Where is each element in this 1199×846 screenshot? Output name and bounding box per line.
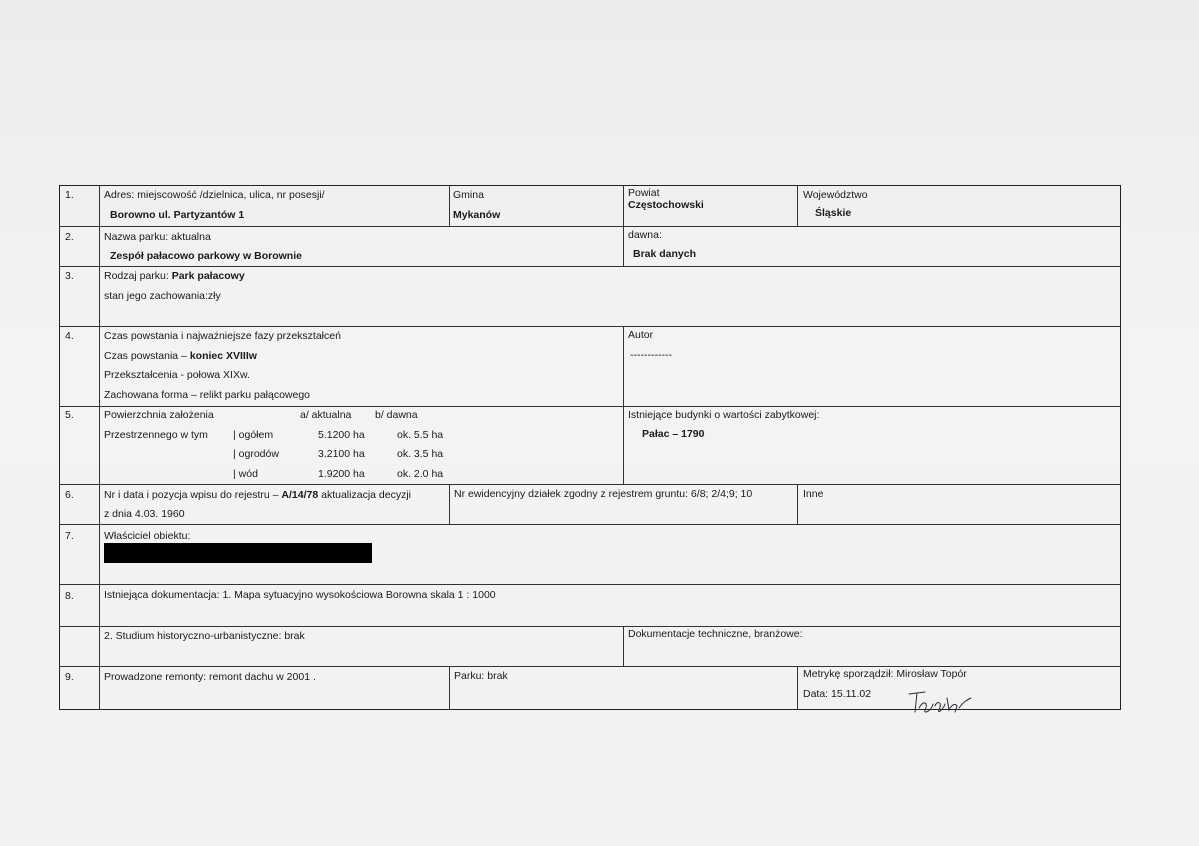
area-row-current: 3.2100 ha [318,448,365,460]
register-suffix: aktualizacja decyzji [321,489,412,501]
area-col-current: a/ aktualna [300,409,352,421]
col-divider [449,484,450,524]
row-divider [60,406,1120,407]
gmina-label: Gmina [453,189,484,201]
area-row-former: ok. 3.5 ha [397,448,444,460]
area-row-label: | ogółem [233,429,274,441]
creation-time [104,350,257,362]
row-number: 2. [65,231,74,243]
documentation: Istniejąca dokumentacja: 1. Mapa sytuacyjno wysokościowa Borowna skala 1 : 1000 [104,589,496,601]
creation-value: koniec XVIIIw [189,350,257,362]
col-divider [623,626,624,666]
area-row-label: | ogrodów [233,448,279,460]
col-divider [797,666,798,709]
row-divider [60,484,1120,485]
col-divider [797,186,798,226]
handwritten-signature [905,688,973,718]
former-name-value: Brak danych [633,248,697,260]
phases-title: Czas powstania i najważniejsze fazy przekształceń [104,330,341,342]
park-type [104,270,245,282]
powiat-value: Częstochowski [628,199,704,211]
preserved-form: Zachowana forma – relikt parku pałącowego [104,389,311,401]
row-number: 1. [65,189,74,201]
spatial-label: Przestrzennego w tym [104,429,208,441]
register-date: z dnia 4.03. 1960 [104,508,185,520]
park-repairs: Parku: brak [454,670,508,682]
owner-label: Właściciel obiektu: [104,530,191,542]
park-name-label: Nazwa parku: aktualna [104,231,211,243]
area-row-current: 1.9200 ha [318,468,365,480]
row-number: 8. [65,590,74,602]
powiat-label: Powiat [628,187,660,199]
address-value: Borowno ul. Partyzantów 1 [110,209,245,221]
park-name-value: Zespół pałacowo parkowy w Borownie [110,250,302,262]
compiled-date: Data: 15.11.02 [803,688,872,700]
col-divider [449,186,450,226]
former-name-label: dawna: [628,229,662,241]
historical-study: 2. Studium historyczno-urbanistyczne: brak [104,630,305,642]
row-divider [60,666,1120,667]
area-label: Powierzchnia założenia [104,409,214,421]
col-divider [623,326,624,484]
transformations: Przekształcenia - połowa XIXw. [104,369,250,381]
buildings-label: Istniejące budynki o wartości zabytkowej: [628,409,820,421]
voivodeship-value: Śląskie [815,207,852,219]
park-type-value: Park pałacowy [171,270,245,282]
area-row-label: | wód [233,468,258,480]
row-divider [60,266,1120,267]
area-row-former: ok. 2.0 ha [397,468,444,480]
row-number: 5. [65,409,74,421]
col-divider [623,186,624,266]
row-divider [60,524,1120,525]
repairs: Prowadzone remonty: remont dachu w 2001 . [104,671,316,683]
row-divider [60,326,1120,327]
row-number: 6. [65,489,74,501]
area-row-current: 5.1200 ha [318,429,365,441]
park-type-label: Rodzaj parku: [104,270,169,282]
row-number: 9. [65,671,74,683]
buildings-value: Pałac – 1790 [642,428,705,440]
row-number: 3. [65,270,74,282]
row-number: 7. [65,530,74,542]
preservation-state: stan jego zachowania:zły [104,290,221,302]
compiled-by: Metrykę sporządził: Mirosław Topór [803,668,967,680]
col-divider [797,484,798,524]
other-label: Inne [803,488,824,500]
row-number: 4. [65,330,74,342]
register-entry [104,489,411,501]
col-divider [449,666,450,709]
voivodeship-label: Województwo [803,189,868,201]
address-label: Adres: miejscowość /dzielnica, ulica, nr posesji/ [104,189,325,201]
row-divider [60,226,1120,227]
redaction-bar [104,543,372,563]
register-number: A/14/78 [281,489,319,501]
area-row-former: ok. 5.5 ha [397,429,444,441]
author-label: Autor [628,329,654,341]
area-col-former: b/ dawna [375,409,418,421]
row-divider [60,584,1120,585]
creation-label: Czas powstania – [104,350,187,362]
register-prefix: Nr i data i pozycja wpisu do rejestru – [104,489,279,501]
row-divider [60,626,1120,627]
gmina-value: Mykanów [453,209,501,221]
author-value: ------------ [630,349,672,361]
col-divider [99,186,100,709]
technical-docs-label: Dokumentacje techniczne, branżowe: [628,628,803,640]
plot-numbers: Nr ewidencyjny działek zgodny z rejestrem gruntu: 6/8; 2/4;9; 10 [454,488,753,500]
